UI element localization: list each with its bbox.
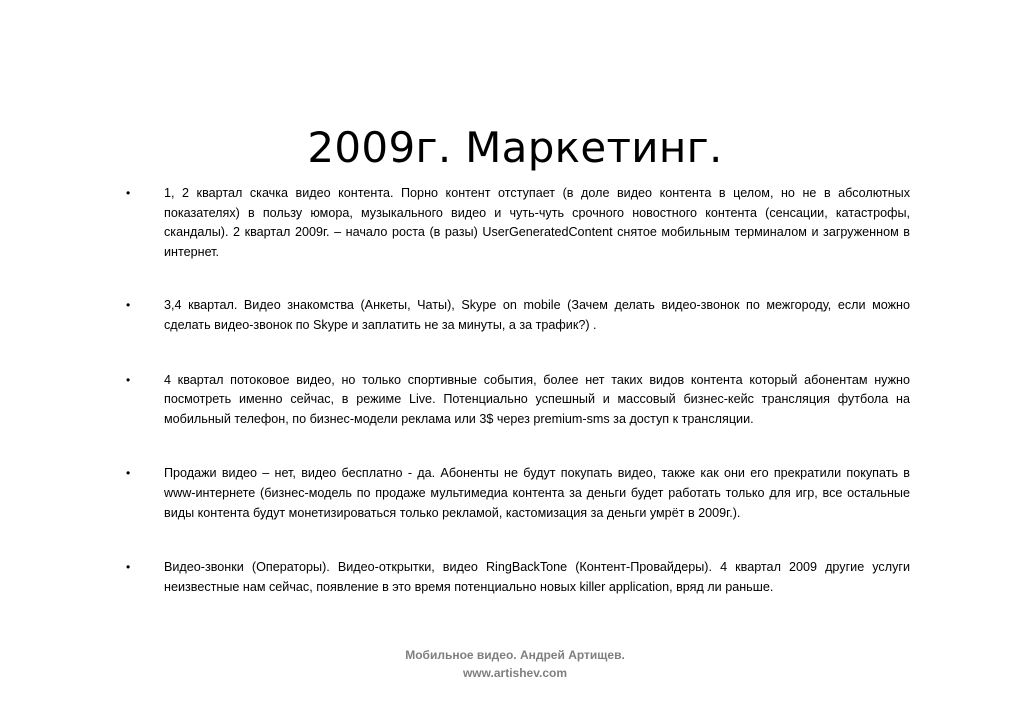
bullet-text: 4 квартал потоковое видео, но только спортивные события, более нет таких видов контента который абонентам нужно посмотреть именно сейчас, в режиме Live. Потенциально успешный и массовый бизнес-кейс трансляция футбола на мобильный телефон, по бизнес-модели реклама или 3$ через premium-sms за доступ к трансляции. (164, 372, 910, 426)
bullet-list (126, 184, 910, 597)
bullet-text: 1, 2 квартал скачка видео контента. Порно контент отступает (в доле видео контента в целом, но не в абсолютных показателях) в пользу юмора, музыкального видео и чуть-чуть срочного новостного контента (сенсации, катастрофы, скандалы). 2 квартал 2009г. – начало роста (в разы) UserGeneratedContent снятое мобильным терминалом и загруженном в интернет. (164, 186, 910, 259)
bullet-marker: • (126, 372, 131, 387)
bullet-text: Видео-звонки (Операторы). Видео-открытки, видео RingBackTone (Контент-Провайдеры). 4 квартал 2009 другие услуги неизвестные нам сейчас, появление в это время потенциально новых killer application, вряд ли раньше. (164, 560, 910, 594)
bullet-marker: • (126, 298, 131, 313)
bullet-spacer (126, 523, 910, 558)
slide-footer (0, 646, 1030, 682)
bullet-spacer (126, 429, 910, 464)
bullet-text: 3,4 квартал. Видео знакомства (Анкеты, Чаты), Skype on mobile (Зачем делать видео-звонок по межгороду, если можно сделать видео-звонок по Skype и заплатить не за минуты, а за трафик?) . (164, 298, 910, 332)
bullet-item-3 (126, 371, 910, 430)
bullet-item-4 (126, 464, 910, 523)
bullet-item-2 (126, 296, 910, 335)
bullet-spacer (126, 262, 910, 296)
footer-author: Мобильное видео. Андрей Артищев. (405, 648, 625, 662)
bullet-marker: • (126, 466, 131, 481)
bullet-spacer (126, 336, 910, 371)
footer-website-link[interactable]: www.artishev.com (462, 666, 568, 680)
bullet-marker: • (126, 186, 131, 200)
bullet-marker: • (126, 560, 131, 575)
slide-title: 2009г. Маркетинг. (307, 123, 723, 173)
bullet-text: Продажи видео – нет, видео бесплатно - да. Абоненты не будут покупать видео, также как они его прекратили покупать в www-интернете (бизнес-модель по продаже мультимедиа контента за деньги будет работать только для игр, все остальные виды контента будут монетизироваться только рекламой, кастомизация за деньги умрёт в 2009г.). (164, 466, 910, 520)
bullet-item-1 (126, 184, 910, 262)
bullet-item-5 (126, 558, 910, 597)
